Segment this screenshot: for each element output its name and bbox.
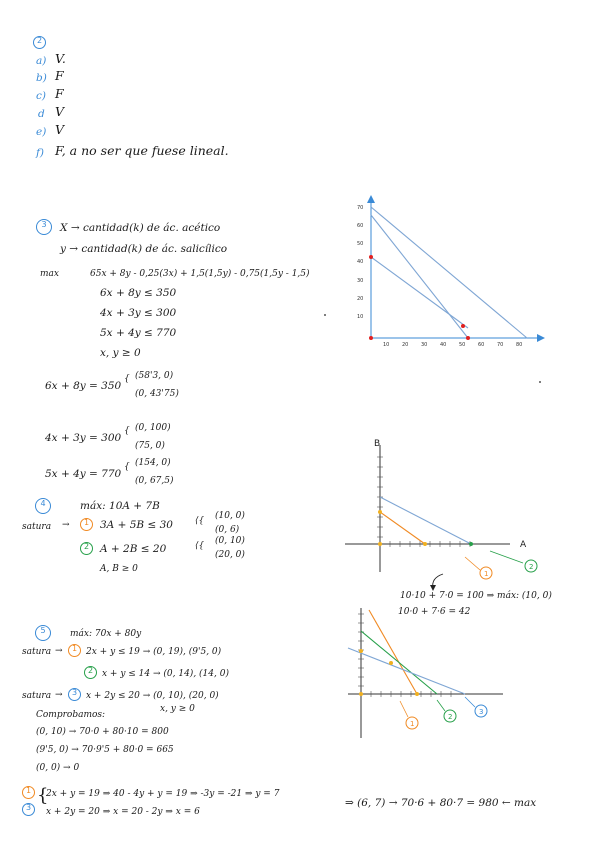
graph-q3-x-arrow [537,334,545,342]
graph-q4-pointer-c1 [465,557,480,570]
q5-number-circle: 5 [35,625,51,641]
graph-q5-label-1: 1 [410,720,415,728]
q4-satura-label: satura [22,522,52,532]
graph-q3-ytick: 50 [357,241,364,247]
graph-q5-line-3 [348,648,465,694]
graph-q3-xtick: 30 [421,342,428,348]
q5-sys-3-circle: 3 [22,803,35,816]
graph-q5-ticks [358,614,451,697]
q3-intercept-1-p1: (58'3, 0) [135,371,174,381]
q5-arrow-1: → [55,646,63,656]
q4-c1-brace: ⟨{ [195,516,205,526]
graph-q5-vertex-origin [359,692,363,696]
q3-objective: 65x + 8y - 0,25(3x) + 1,5(1,5y) - 0,75(1,5y - 1,5) [90,269,310,279]
graph-q4-pointer-c2 [490,551,523,563]
graph-q3-ytick: 20 [357,296,364,302]
q5-check-3: (0, 0) → 0 [36,763,80,773]
q4-number-circle: 4 [35,498,51,514]
stray-dot [324,314,326,316]
graph-q3-y-ticks [357,205,363,320]
graph-q3-xtick: 80 [516,342,523,348]
q2-e-label: e) [36,126,47,138]
q3-constraint-3: 5x + 4y ≤ 770 [100,327,177,339]
graph-q4-curve-arrow [425,572,455,592]
graph-q5-pointer-2 [437,700,445,711]
q4-c1-eq: 3A + 5B ≤ 30 [100,519,173,531]
graph-q5-vertex-intersection [389,661,393,665]
graph-q3-ytick: 30 [357,278,364,284]
q3-intercept-3-p1: (154, 0) [135,458,171,468]
graph-q4-ticks [377,457,470,547]
graph-q4-vertex-x [423,542,427,546]
q5-r3-circle: 3 [68,688,81,701]
q3-intercept-3-p2: (0, 67,5) [135,476,174,486]
q5-comprobamos: Comprobamos: [36,710,106,720]
q3-intercept-2-p2: (75, 0) [135,441,165,451]
q2-b-text: F [55,68,64,83]
graph-q5-pointer-1 [400,701,408,717]
graph-q3-vertex-y [369,255,373,259]
stray-dot [539,381,541,383]
q3-max-label: max [40,269,59,279]
graph-q3-xtick: 70 [497,342,504,348]
graph-q3-ytick: 40 [357,259,364,265]
q5-sys-eq-1: 2x + y = 19 ⇒ 40 - 4y + y = 19 ⇒ -3y = -21 ⇒ y = 7 [46,789,280,799]
graph-q3-vertex-origin [369,336,373,340]
q4-c1-p1: (10, 0) [215,511,245,521]
graph-q3-xtick: 10 [383,342,390,348]
q2-c-label: c) [36,90,46,102]
q3-constraint-2: 4x + 3y ≤ 300 [100,307,177,319]
q2-d-text: V [55,104,65,119]
graph-q3-line-c [371,257,468,328]
q3-intercept-2-brace: { [124,426,130,436]
q3-intercept-eq-2: 4x + 3y = 300 [45,432,122,444]
q3-intercept-1-p2: (0, 43'75) [135,389,179,399]
graph-q4-vertex-y [378,510,382,514]
graph-q3-y-arrow [367,195,375,203]
graph-q3-xtick: 40 [440,342,447,348]
graph-q4-vertex-origin [378,542,382,546]
q5-arrow-3: → [55,690,63,700]
q2-f-label: f) [36,147,44,159]
graph-q5-label-3: 3 [479,708,484,716]
graph-q5-label-2: 2 [448,713,453,721]
q4-c1-p2: (0, 6) [215,525,240,535]
q5-check-1: (0, 10) → 70·0 + 80·10 = 800 [36,727,169,737]
graph-q4-line-c2 [380,497,471,544]
q5-objective: máx: 70x + 80y [70,629,142,639]
graph-q3-xtick: 50 [459,342,466,348]
q2-e-text: V [55,122,65,137]
q4-objective: máx: 10A + 7B [80,500,160,512]
graph-q3-ytick: 60 [357,223,364,229]
graph-q3-line-a [371,207,527,338]
q2-c-text: F [55,86,64,101]
q2-a-text: V. [55,51,66,66]
q4-c2-p2: (20, 0) [215,550,245,560]
q5-satura-2: satura [22,691,52,701]
graph-q3 [355,193,545,353]
q4-calc-1: 10·10 + 7·0 = 100 ⇒ máx: (10, 0) [400,591,552,601]
q5-nonneg: x, y ≥ 0 [160,704,195,714]
q5-r2-eq: x + y ≤ 14 → (0, 14), (14, 0) [102,669,229,679]
q5-sys-eq-2: x + 2y = 20 ⇒ x = 20 - 2y ⇒ x = 6 [46,807,200,817]
q5-r2-circle: 2 [84,666,97,679]
graph-q3-xtick: 20 [402,342,409,348]
graph-q4-y-label: B [374,439,381,449]
graph-q3-vertex-x [466,336,470,340]
q3-var-y: y → cantidad(k) de ác. salicílico [60,243,228,255]
q4-arrow: → [62,520,70,530]
q4-c2-brace: ⟨{ [195,541,205,551]
q3-constraint-1: 6x + 8y ≤ 350 [100,287,177,299]
graph-q5-vertex-x [415,692,419,696]
graph-q4-label-c1: 1 [484,570,489,578]
graph-q4-label-c2: 2 [529,563,534,571]
graph-q4 [340,437,540,577]
q4-c2-circle: 2 [80,542,93,555]
q4-c2-eq: A + 2B ≤ 20 [100,543,167,555]
q4-c1-circle: 1 [80,518,93,531]
q5-sys-result: ⇒ (6, 7) → 70·6 + 80·7 = 980 ← max [345,797,537,809]
q2-a-label: a) [36,55,47,67]
q2-d-label: d [38,108,45,120]
graph-q5-line-1 [369,610,417,694]
graph-q4-x-label: A [520,540,527,550]
q4-calc-2: 10·0 + 7·6 = 42 [398,607,471,617]
graph-q3-vertex-intersection [461,324,465,328]
q3-number-circle: 3 [36,219,52,235]
q3-intercept-2-p1: (0, 100) [135,423,171,433]
q5-check-2: (9'5, 0) → 70·9'5 + 80·0 = 665 [36,745,174,755]
q5-sys-brace: { [37,785,49,806]
graph-q5-vertex-y [359,649,363,653]
q5-r3-eq: x + 2y ≤ 20 → (0, 10), (20, 0) [86,691,219,701]
q3-intercept-eq-1: 6x + 8y = 350 [45,380,122,392]
q2-f-text: F, a no ser que fuese lineal. [55,143,229,158]
q3-var-x: X → cantidad(k) de ác. acético [60,222,221,234]
graph-q3-ytick: 10 [357,314,364,320]
q3-constraint-4: x, y ≥ 0 [100,347,141,359]
graph-q5-line-2 [361,631,437,694]
q3-intercept-1-brace: { [124,374,130,384]
q4-nonneg: A, B ≥ 0 [100,564,138,574]
graph-q3-xtick: 60 [478,342,485,348]
q5-r1-circle: 1 [68,644,81,657]
q5-r1-eq: 2x + y ≤ 19 → (0, 19), (9'5, 0) [86,647,222,657]
graph-q3-x-ticks [383,342,522,348]
q2-number-circle: 2 [33,36,46,49]
q4-c2-p1: (0, 10) [215,536,245,546]
q5-satura-1: satura [22,647,52,657]
graph-q5 [345,605,505,740]
q5-sys-1-circle: 1 [22,786,35,799]
graph-q3-ytick: 70 [357,205,364,211]
q3-intercept-3-brace: { [124,462,130,472]
graph-q5-pointer-3 [465,697,475,707]
q2-b-label: b) [36,72,47,84]
q3-intercept-eq-3: 5x + 4y = 770 [45,468,122,480]
graph-q4-vertex-c2-x [469,542,473,546]
